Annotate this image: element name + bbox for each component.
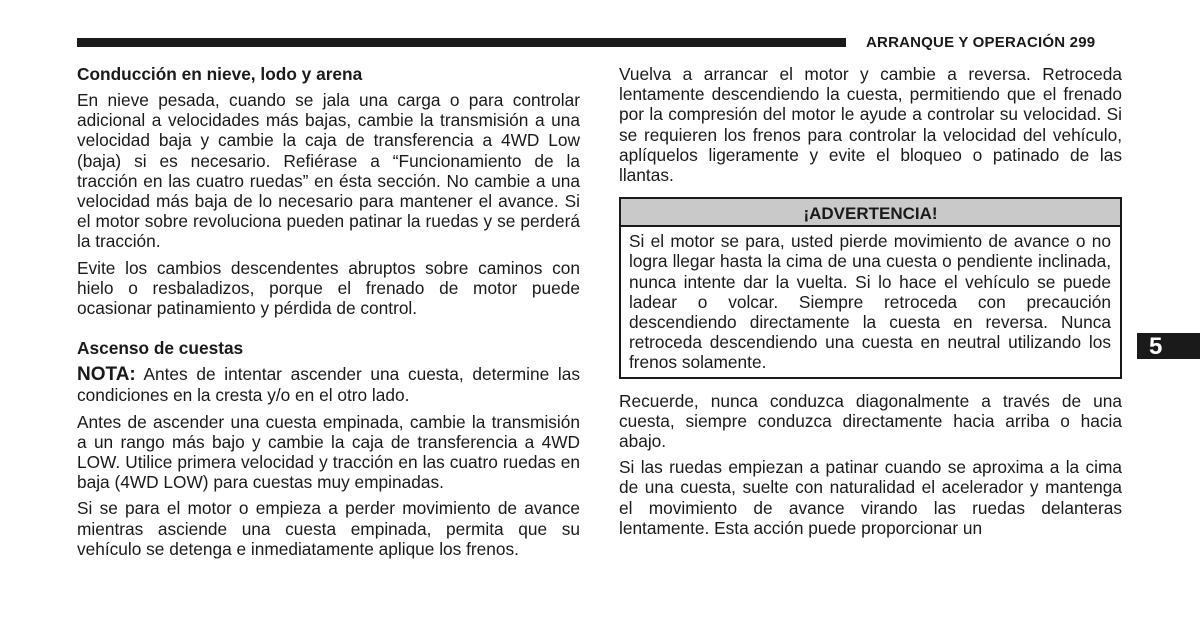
- section-heading-snow: Conducción en nieve, lodo y arena: [77, 64, 363, 84]
- paragraph-reverse: Vuelva a arrancar el motor y cambie a reversa. Retroceda lentamente descendiendo la cuesta, permitiendo que el frenado por la compresión del motor le ayude a controlar su velocidad. Si se requieren los frenos para controlar la velocidad del vehículo, aplíquelos ligeramente y evite el bloqueo o patinado de las llantas.: [619, 64, 1122, 186]
- nota-label: NOTA:: [77, 364, 136, 386]
- paragraph-hills-2: Antes de ascender una cuesta empinada, cambie la transmisión a un rango más bajo y cambie la caja de transferencia a 4WD LOW. Utilice primera velocidad y tracción en las cuatro ruedas en baja (4WD LOW) para cuestas muy empinadas.: [77, 411, 580, 493]
- paragraph-snow-2: Evite los cambios descendentes abruptos sobre caminos con hielo o resbaladizos, porque el frenado de motor puede ocasionar patinamiento y pérdida de control.: [77, 257, 580, 319]
- nota-text: Antes de intentar ascender una cuesta, determine las condiciones en la cresta y/o en el otro lado.: [77, 364, 580, 406]
- running-header: ARRANQUE Y OPERACIÓN 299: [866, 34, 1096, 51]
- header-rule: [77, 38, 846, 47]
- paragraph-snow-1: En nieve pesada, cuando se jala una carga o para controlar adicional a velocidades más bajas, cambie la transmisión a una velocidad baja y cambie la caja de transferencia a 4WD Low (baja) si es necesario. Refiérase a “Funcionamiento de la tracción en las cuatro ruedas” en ésta sección. No cambie a una velocidad más baja de lo necesario para mantener el avance. Si el motor sobre revoluciona pueden patinar la ruedas y se perderá la tracción.: [77, 90, 580, 252]
- warning-text: Si el motor se para, usted pierde movimiento de avance o no logra llegar hasta la cima de una cuesta o pendiente inclinada, nunca intente dar la vuelta. Si lo hace el vehículo se puede ladear o volcar. Siempre retroceda con precaución descendiendo directamente la cuesta en reversa. Nunca retroceda descendiendo una cuesta en neutral utilizando los frenos solamente.: [629, 231, 1111, 373]
- right-column: [619, 64, 1122, 538]
- chapter-tab: [1137, 333, 1200, 359]
- warning-title: ¡ADVERTENCIA!: [621, 199, 1120, 227]
- paragraph-hills-3: Si se para el motor o empieza a perder movimiento de avance mientras asciende una cuesta empinada, permita que su vehículo se detenga e inmediatamente aplique los frenos.: [77, 498, 580, 559]
- chapter-number: 5: [1149, 333, 1163, 360]
- paragraph-diagonal: Recuerde, nunca conduzca diagonalmente a través de una cuesta, siempre conduzca directamente hacia arriba o hacia abajo.: [619, 390, 1122, 452]
- section-heading-hills: Ascenso de cuestas: [77, 338, 244, 359]
- paragraph-wheelspin: Si las ruedas empiezan a patinar cuando se aproxima a la cima de una cuesta, suelte con naturalidad el acelerador y mantenga el movimiento de avance virando las ruedas delanteras lentamente. Esta acción puede proporcionar un: [619, 457, 1122, 538]
- paragraph-nota: [77, 364, 580, 405]
- left-column: [77, 64, 580, 559]
- warning-box: [619, 197, 1122, 378]
